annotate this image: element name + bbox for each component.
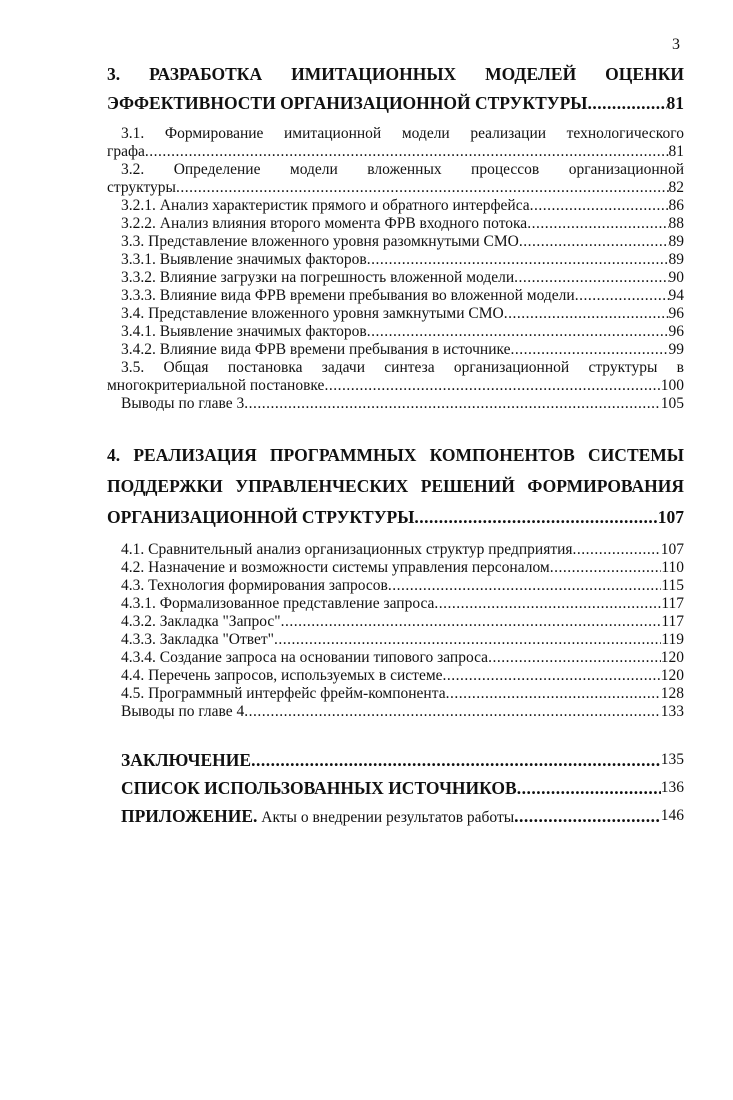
- entry-title: 3.2.1. Анализ характеристик прямого и обратного интерфейса: [121, 197, 530, 214]
- dot-leader: [550, 559, 662, 577]
- page-ref: 107: [660, 541, 684, 558]
- dot-leader: [434, 595, 661, 613]
- dot-leader: [414, 502, 657, 533]
- dot-leader: [388, 577, 661, 595]
- toc-entry[interactable]: [107, 577, 684, 595]
- toc-entry[interactable]: [107, 395, 684, 413]
- page-number: 3: [672, 36, 680, 53]
- entry-title: 3.4. Представление вложенного уровня замкнутыми СМО: [121, 305, 504, 322]
- toc-entry[interactable]: [107, 685, 684, 703]
- page-ref: 135: [660, 751, 684, 768]
- chapter-4-title-line-1: 4. РЕАЛИЗАЦИЯ ПРОГРАММНЫХ КОМПОНЕНТОВ СИСТЕМЫ: [107, 445, 684, 465]
- toc-entry[interactable]: [107, 305, 684, 323]
- dot-leader: [281, 613, 662, 631]
- toc-entry[interactable]: [107, 541, 684, 559]
- entry-title: [121, 746, 251, 774]
- entry-title-line-2[interactable]: [107, 377, 684, 395]
- dot-leader: [446, 685, 661, 703]
- entry-title: [121, 774, 517, 802]
- dot-leader: [244, 703, 660, 721]
- toc-entry[interactable]: [107, 631, 684, 649]
- entry-title: [121, 802, 514, 832]
- entry-title: 4.1. Сравнительный анализ организационных структур предприятия: [121, 541, 573, 558]
- entry-line[interactable]: [107, 395, 684, 413]
- page-ref: 117: [661, 595, 684, 612]
- toc-chapter-4: [107, 440, 684, 721]
- entry-title: 3.4.2. Влияние вида ФРВ времени пребывания в источнике: [121, 341, 511, 358]
- page-ref: 100: [660, 377, 684, 394]
- dot-leader: [519, 233, 669, 251]
- entry-line[interactable]: [107, 269, 684, 287]
- toc-entry[interactable]: [107, 359, 684, 395]
- dot-leader: [324, 377, 660, 395]
- toc-entry[interactable]: [107, 559, 684, 577]
- page-ref: 96: [668, 323, 684, 340]
- toc-entry[interactable]: [107, 197, 684, 215]
- toc-entry[interactable]: [107, 595, 684, 613]
- dot-leader: [514, 269, 668, 287]
- page-ref: 86: [668, 197, 684, 214]
- entry-title: 3.3. Представление вложенного уровня разомкнутыми СМО: [121, 233, 519, 250]
- entry-title: 4.3.2. Закладка "Запрос": [121, 613, 281, 630]
- dot-leader: [530, 197, 669, 215]
- toc-entry[interactable]: [107, 703, 684, 721]
- entry-title: 4.3.1. Формализованное представление запроса: [121, 595, 435, 612]
- page-ref: 119: [661, 631, 684, 648]
- page-ref: 99: [668, 341, 684, 358]
- page-ref: 81: [668, 143, 684, 160]
- page-ref: 89: [668, 233, 684, 250]
- toc-entry[interactable]: [107, 269, 684, 287]
- page-ref: 146: [660, 807, 684, 824]
- entry-title: Выводы по главе 3: [121, 395, 245, 412]
- entry-line[interactable]: [107, 215, 684, 233]
- toc-entry[interactable]: [107, 125, 684, 161]
- page-ref: 120: [660, 667, 684, 684]
- entry-title: 3.2.2. Анализ влияния второго момента ФРВ входного потока: [121, 215, 528, 232]
- toc-back-entry[interactable]: [107, 746, 684, 774]
- dot-leader: [517, 774, 661, 802]
- entry-title: 4.3.3. Закладка "Ответ": [121, 631, 274, 648]
- entry-title: 3.3.2. Влияние загрузки на погрешность вложенной модели: [121, 269, 515, 286]
- page-ref: 88: [668, 215, 684, 232]
- dot-leader: [274, 631, 661, 649]
- entry-line[interactable]: [107, 233, 684, 251]
- dot-leader: [514, 802, 661, 832]
- dot-leader: [367, 251, 669, 269]
- page-ref: 136: [660, 779, 684, 796]
- dot-leader: [367, 323, 669, 341]
- dot-leader: [587, 89, 666, 118]
- toc-entry[interactable]: [107, 341, 684, 359]
- toc-entry[interactable]: [107, 251, 684, 269]
- dot-leader: [527, 215, 668, 233]
- toc-back-entry[interactable]: [107, 774, 684, 802]
- toc-entry[interactable]: [107, 667, 684, 685]
- dot-leader: [488, 649, 661, 667]
- chapter-4-items: [107, 541, 684, 721]
- toc-entry[interactable]: [107, 233, 684, 251]
- entry-title-line-2[interactable]: [107, 179, 684, 197]
- chapter-3-title-line-1: 3. РАЗРАБОТКА ИМИТАЦИОННЫХ МОДЕЛЕЙ ОЦЕНКИ: [107, 64, 684, 84]
- page-ref: 117: [661, 613, 684, 630]
- page-ref: 89: [668, 251, 684, 268]
- toc-back-matter: [107, 746, 684, 832]
- entry-subtitle: Акты о внедрении результатов работы: [257, 809, 515, 826]
- entry-title: Выводы по главе 4: [121, 703, 245, 720]
- entry-title: многокритериальной постановке: [107, 377, 325, 394]
- entry-line[interactable]: [107, 287, 684, 305]
- entry-line[interactable]: [107, 323, 684, 341]
- page-ref: 94: [668, 287, 684, 304]
- dot-leader: [244, 395, 660, 413]
- entry-heading: СПИСОК ИСПОЛЬЗОВАННЫХ ИСТОЧНИКОВ: [121, 778, 517, 798]
- toc-entry[interactable]: [107, 323, 684, 341]
- page-ref: 115: [661, 577, 684, 594]
- entry-line[interactable]: [107, 251, 684, 269]
- entry-heading: ПРИЛОЖЕНИЕ.: [121, 806, 258, 826]
- entry-line[interactable]: [107, 305, 684, 323]
- page-ref: 133: [660, 703, 684, 720]
- entry-title: 3.3.1. Выявление значимых факторов: [121, 251, 367, 268]
- page-ref: 90: [668, 269, 684, 286]
- entry-title: 4.2. Назначение и возможности системы управления персоналом: [121, 559, 550, 576]
- dot-leader: [176, 179, 669, 197]
- dot-leader: [251, 746, 661, 774]
- page-ref: 110: [661, 559, 684, 576]
- entry-title: 3.4.1. Выявление значимых факторов: [121, 323, 367, 340]
- chapter-4-title-line-2: ПОДДЕРЖКИ УПРАВЛЕНЧЕСКИХ РЕШЕНИЙ ФОРМИРОВАНИЯ: [107, 476, 684, 496]
- dot-leader: [504, 305, 669, 323]
- toc-entry[interactable]: [107, 649, 684, 667]
- entry-title: 3.3.3. Влияние вида ФРВ времени пребывания во вложенной модели: [121, 287, 575, 304]
- page-ref: 107: [657, 507, 684, 527]
- toc-entry[interactable]: [107, 161, 684, 197]
- page-ref: 82: [668, 179, 684, 196]
- page-ref: 105: [660, 395, 684, 412]
- page-ref: 128: [660, 685, 684, 702]
- entry-title-line-1: 3.2. Определение модели вложенных процессов организационной: [121, 161, 684, 178]
- page-ref: 81: [666, 92, 684, 113]
- toc-entry[interactable]: [107, 613, 684, 631]
- entry-line[interactable]: [107, 341, 684, 359]
- entry-title: структуры: [107, 179, 176, 196]
- entry-title: графа: [107, 143, 145, 160]
- dot-leader: [575, 287, 669, 305]
- toc-back-entry[interactable]: [107, 802, 684, 832]
- entry-heading: ЗАКЛЮЧЕНИЕ: [121, 750, 252, 770]
- entry-title: 4.3.4. Создание запроса на основании типового запроса: [121, 649, 489, 666]
- entry-title-line-2[interactable]: [107, 143, 684, 161]
- entry-title: 4.5. Программный интерфейс фрейм-компонента: [121, 685, 446, 702]
- dot-leader: [573, 541, 661, 559]
- toc-entry[interactable]: [107, 287, 684, 305]
- dot-leader: [443, 667, 661, 685]
- chapter-3-items: [107, 125, 684, 413]
- chapter-4-title-line-3[interactable]: ОРГАНИЗАЦИОННОЙ СТРУКТУРЫ ..... 107: [107, 502, 684, 533]
- page-ref: 120: [660, 649, 684, 666]
- entry-title: 4.4. Перечень запросов, используемых в системе: [121, 667, 443, 684]
- chapter-3-title-line-2[interactable]: ЭФФЕКТИВНОСТИ ОРГАНИЗАЦИОННОЙ СТРУКТУРЫ ..... 81: [107, 89, 684, 118]
- dot-leader: [511, 341, 669, 359]
- page-ref: 96: [668, 305, 684, 322]
- toc-entry[interactable]: [107, 215, 684, 233]
- entry-title-line-1: 3.1. Формирование имитационной модели реализации технологического: [121, 125, 684, 142]
- entry-title: 4.3. Технология формирования запросов: [121, 577, 388, 594]
- entry-line[interactable]: [107, 197, 684, 215]
- entry-title-line-1: 3.5. Общая постановка задачи синтеза организационной структуры в: [121, 359, 684, 376]
- toc-chapter-3: [107, 60, 684, 413]
- dot-leader: [145, 143, 669, 161]
